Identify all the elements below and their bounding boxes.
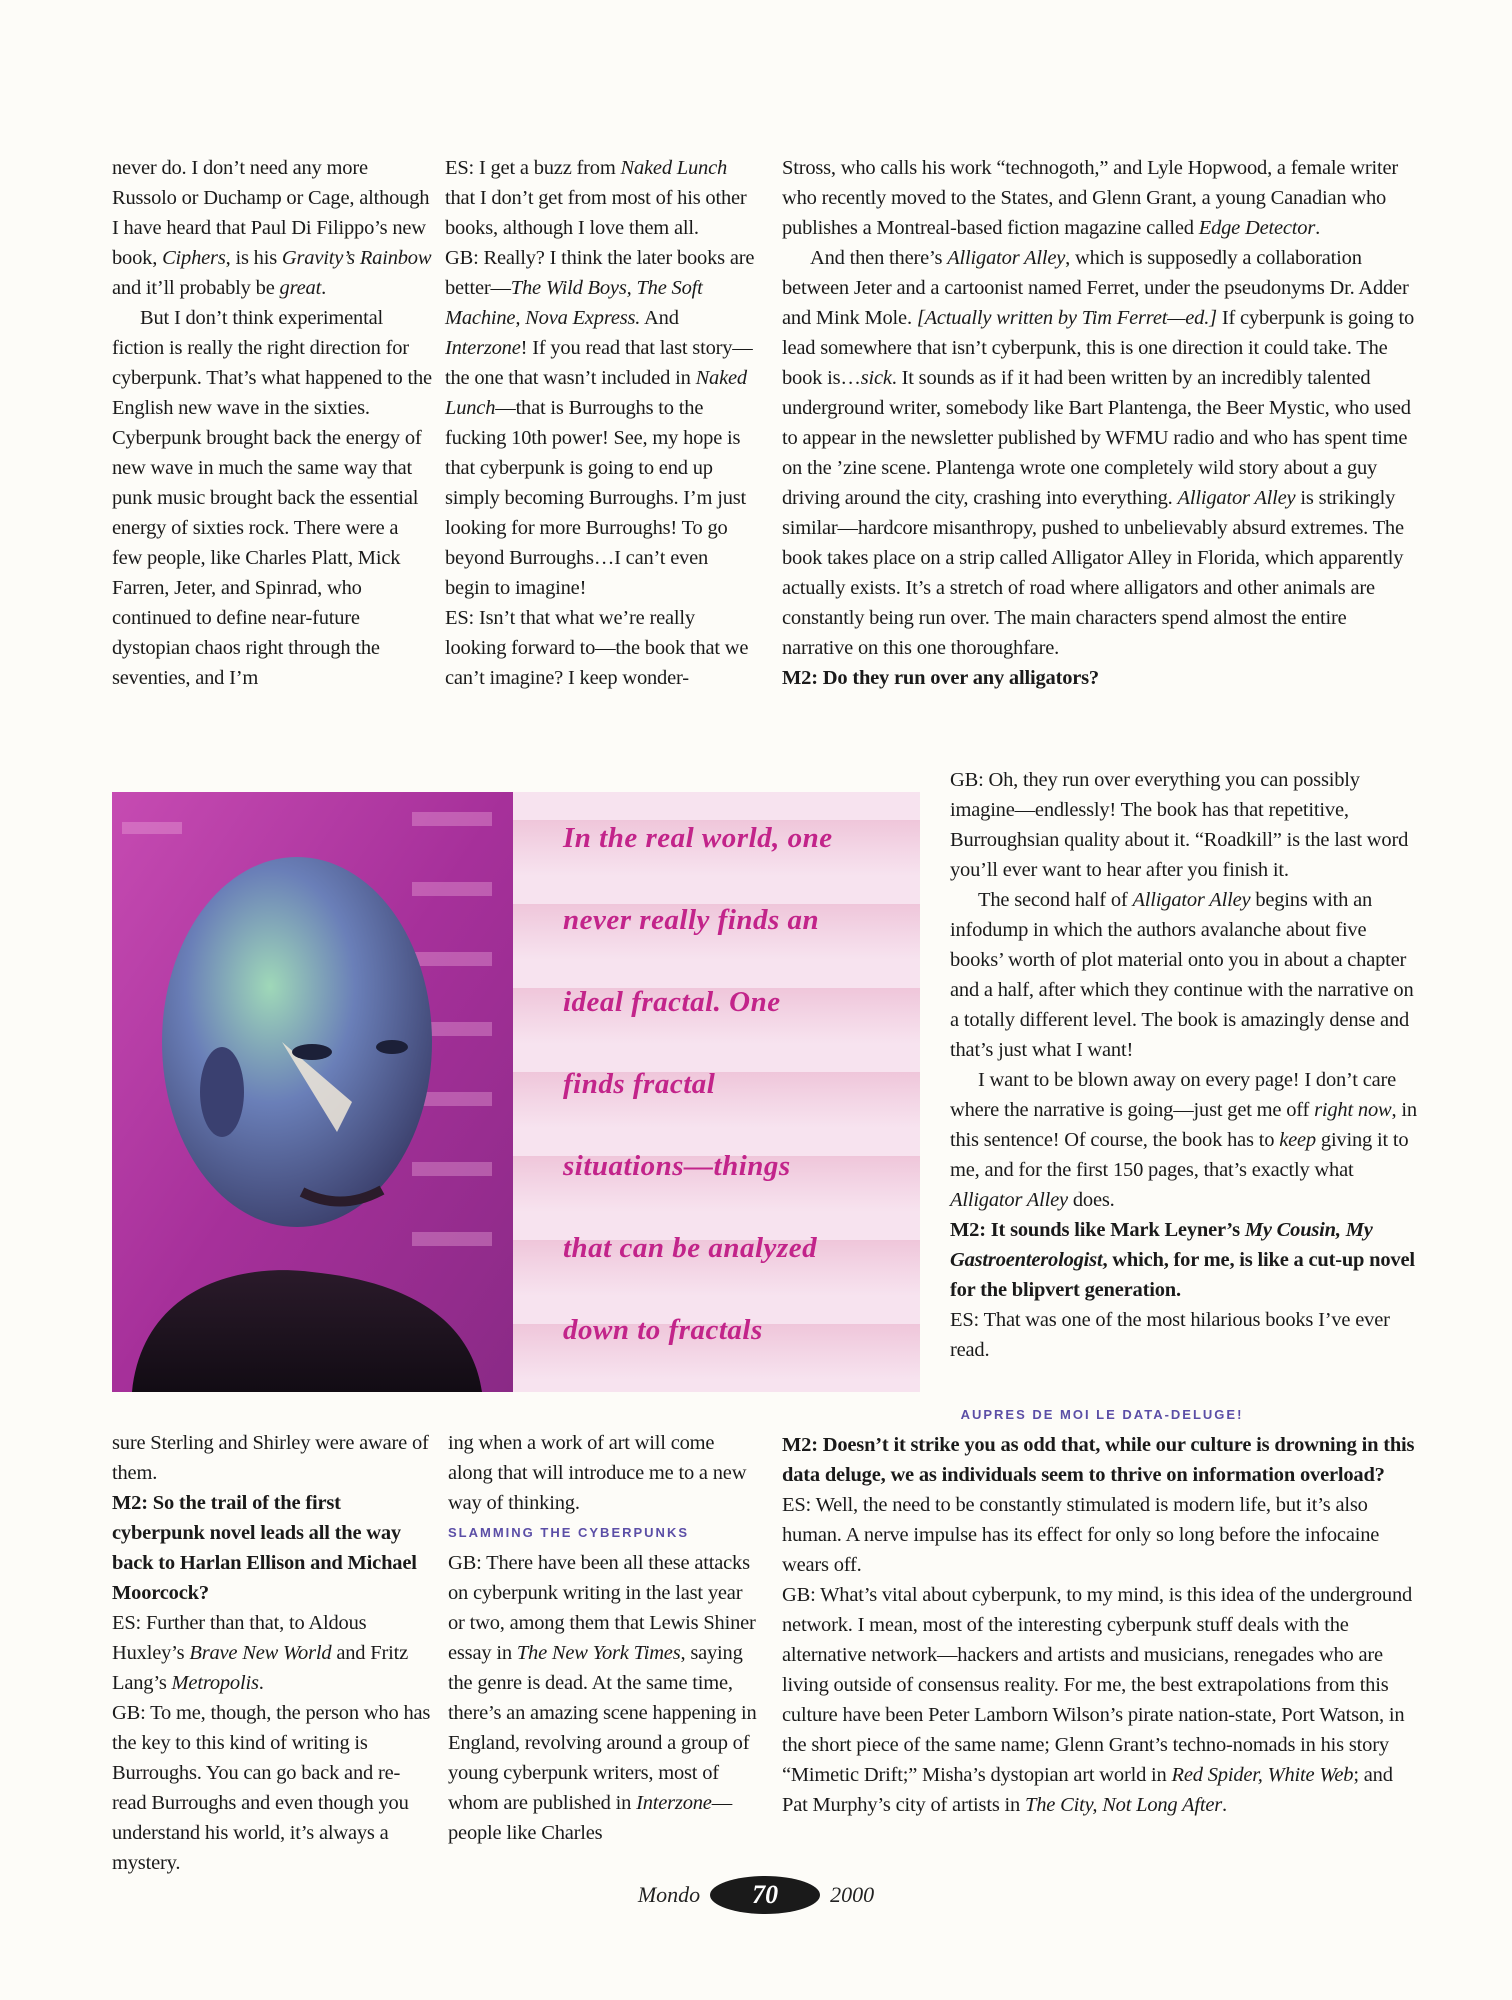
paragraph: But I don’t think experimental fiction is really the right direction for cyberpunk. That’s what happened to the English new wave in the sixties. Cyberpunk brought back the energy of new wave in much the same way that punk music brought back the essential energy of sixties rock. There were a few people, like Charles Platt, Mick Farren, Jeter, and Spinrad, who continued to define near-future dystopian chaos right through the seventies, and I’m (112, 307, 432, 689)
column-2 (445, 153, 755, 693)
paragraph: never do. I don’t need any more Russolo or Duchamp or Cage, although I have heard that Paul Di Filippo’s new book, Ciphers, is his Gravity’s Rainbow and it’ll probably be great. (112, 157, 432, 299)
interviewer-question: M2: Do they run over any alligators? (782, 667, 1099, 689)
pull-quote-line: In the real world, one (563, 822, 833, 854)
paragraph: GB: To me, though, the person who has the key to this kind of writing is Burroughs. You can go back and re-read Burroughs and even though you understand his world, it’s always a mystery. (112, 1702, 431, 1874)
pull-quote-line: situations—things (563, 1150, 791, 1182)
pull-quote (513, 792, 920, 1392)
paragraph: sure Sterling and Shirley were aware of them. (112, 1432, 429, 1484)
paragraph: ES: Isn’t that what we’re really looking forward to—the book that we can’t imagine? I keep wonder- (445, 607, 749, 689)
column-3 (782, 153, 1422, 693)
interviewer-question: M2: Doesn’t it strike you as odd that, while our culture is drowning in this data deluge, we as individuals seem to thrive on information overload? (782, 1434, 1415, 1486)
column-3b (950, 765, 1422, 1365)
paragraph: ES: Further than that, to Aldous Huxley’s Brave New World and Fritz Lang’s Metropolis. (112, 1612, 408, 1694)
paragraph: GB: There have been all these attacks on cyberpunk writing in the last year or two, among them that Lewis Shiner essay in The New York Times, saying the genre is dead. At the same time, there’s an amazing scene happening in England, revolving around a group of young cyberpunk writers, most of whom are published in Interzone—people like Charles (448, 1552, 757, 1844)
section-heading: SLAMMING THE CYBERPUNKS (448, 1525, 690, 1540)
column-4 (112, 1428, 432, 1878)
interviewer-question: M2: So the trail of the first cyberpunk novel leads all the way back to Harlan Ellison and Michael Moorcock? (112, 1492, 417, 1604)
paragraph: Stross, who calls his work “technogoth,” and Lyle Hopwood, a female writer who recently moved to the States, and Glenn Grant, a young Canadian who publishes a Montreal-based fiction magazine called Edge Detector. (782, 157, 1398, 239)
section-heading: AUPRES DE MOI LE DATA-DELUGE! (960, 1407, 1244, 1422)
paragraph: I want to be blown away on every page! I don’t care where the narrative is going—just get me off right now, in this sentence! Of course, the book has to keep giving it to me, and for the first 150 pages, that’s exactly what Alligator Alley does. (950, 1069, 1417, 1211)
column-1 (112, 153, 432, 693)
paragraph: ES: Well, the need to be constantly stimulated is modern life, but it’s also human. A nerve impulse has its effect for only so long before the infocaine wears off. (782, 1494, 1380, 1576)
paragraph: GB: Oh, they run over everything you can possibly imagine—endlessly! The book has that repetitive, Burroughsian quality about it. “Roadkill” is the last word you’ll ever want to hear after you finish it. (950, 769, 1409, 881)
page-number: 70 (710, 1876, 820, 1914)
footer-year: 2000 (830, 1882, 875, 1907)
column-6 (782, 1400, 1422, 1820)
paragraph: GB: Really? I think the later books are better—The Wild Boys, The Soft Machine, Nova Express. And Interzone! If you read that last story—the one that wasn’t included in Naked Lunch—that is Burroughs to the fucking 10th power! See, my hope is that cyberpunk is going to end up simply becoming Burroughs. I’m just looking for more Burroughs! To go beyond Burroughs…I can’t even begin to imagine! (445, 247, 755, 599)
column-5 (448, 1428, 758, 1848)
paragraph: ES: That was one of the most hilarious books I’ve ever read. (950, 1309, 1390, 1361)
paragraph: The second half of Alligator Alley begins with an infodump in which the authors avalanche about five books’ worth of plot material onto you in about a chapter and a half, after which they continue with the narrative on a totally different level. The book is amazingly dense and that’s just what I want! (950, 889, 1414, 1061)
interviewer-question: M2: It sounds like Mark Leyner’s My Cousin, My Gastroenterologist, which, for me, is like a cut-up novel for the blipvert generation. (950, 1219, 1415, 1301)
paragraph: GB: What’s vital about cyberpunk, to my mind, is this idea of the underground network. I mean, most of the interesting cyberpunk stuff deals with the alternative network—hackers and artists and musicians, renegades who are living outside of consensus reality. For me, the best extrapolations from this culture have been Peter Lamborn Wilson’s pirate nation-state, Port Watson, in the short piece of the same name; Glenn Grant’s techno-nomads in his story “Mimetic Drift;” Misha’s dystopian art world in Red Spider, White Web; and Pat Murphy’s city of artists in The City, Not Long After. (782, 1584, 1413, 1816)
paragraph: And then there’s Alligator Alley, which is supposedly a collaboration between Jeter and a cartoonist named Ferret, under the pseudonyms Dr. Adder and Mink Mole. [Actually written by Tim Ferret—ed.] If cyberpunk is going to lead somewhere that isn’t cyberpunk, this is one direction it could take. The book is…sick. It sounds as if it had been written by an incredibly talented underground writer, somebody like Bart Plantenga, the Beer Mystic, who used to appear in the newsletter published by WFMU radio and who has spent time on the ’zine scene. Plantenga wrote one completely wild story about a guy driving around the city, crashing into everything. Alligator Alley is strikingly similar—hardcore misanthropy, pushed to unbelievably absurd extremes. The book takes place on a strip called Alligator Alley in Florida, which apparently actually exists. It’s a stretch of road where alligators and other animals are constantly being run over. The main characters spend almost the entire narrative on this one thoroughfare. (782, 247, 1415, 659)
footer-magazine-name: Mondo (637, 1882, 701, 1907)
paragraph: ES: I get a buzz from Naked Lunch that I don’t get from most of his other books, although I love them all. (445, 157, 747, 239)
pull-quote-line: finds fractal (563, 1068, 716, 1100)
portrait-illustration (112, 792, 513, 1392)
page-footer (0, 1876, 1512, 1916)
paragraph: ing when a work of art will come along that will introduce me to a new way of thinking. (448, 1432, 747, 1514)
pull-quote-line: that can be analyzed (563, 1232, 818, 1264)
pull-quote-line: never really finds an (563, 904, 820, 936)
pull-quote-line: ideal fractal. One (563, 986, 781, 1018)
pull-quote-line: down to fractals (563, 1314, 763, 1346)
